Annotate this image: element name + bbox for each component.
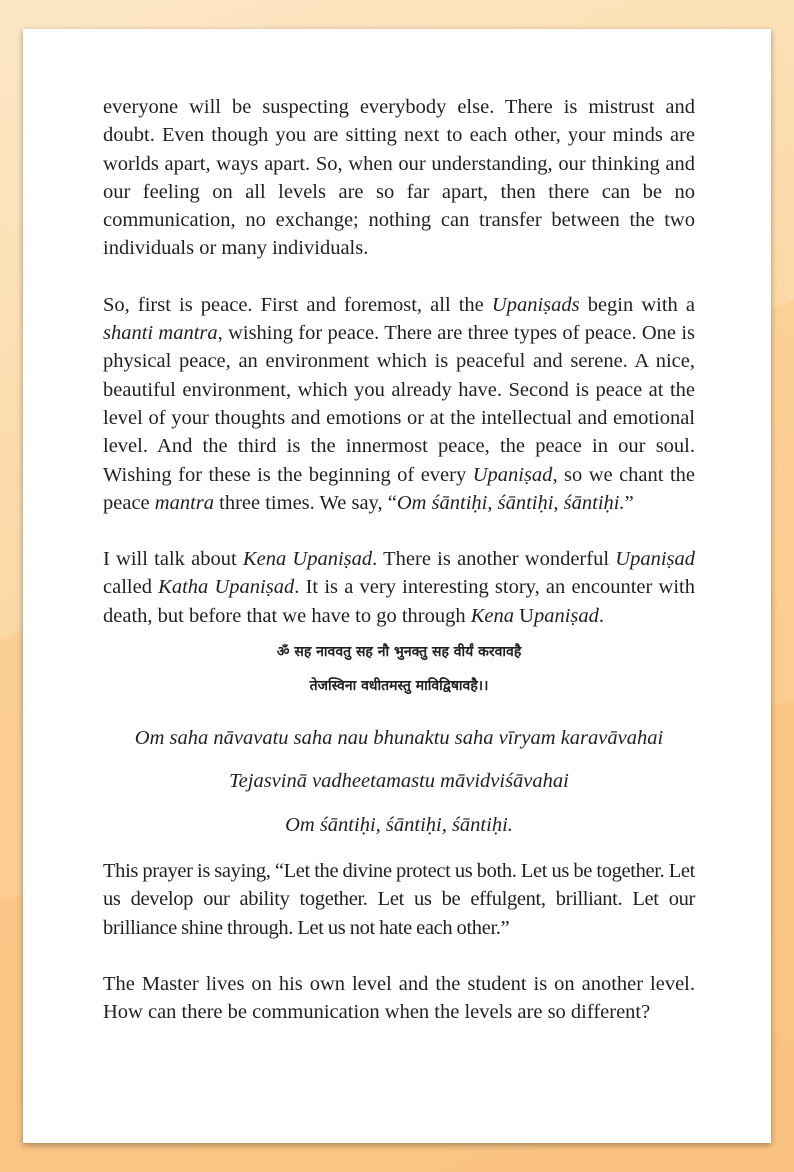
italic-term: Kena Upaniṣad xyxy=(242,548,373,571)
text-run: three times. We say, “ xyxy=(214,491,397,514)
paragraph-peace xyxy=(103,291,695,517)
sanskrit-line-1: ॐ सह नाववतु सह नौ भुनक्तु सह वीर्यं करवावहै xyxy=(276,644,522,661)
italic-term: shanti mantra xyxy=(103,322,218,345)
text-run: , wishing for peace. There are three types of peace. One is physical peace, an environment which is peaceful and serene. A nice, beautiful environment, which you already have. Second is peace at the level of your thoughts and emotions or at the intellectual and emotional level. And the third is the innermost peace, the peace in our soul. Wishing for these is the beginning of every xyxy=(103,322,695,486)
italic-term: Kena xyxy=(470,604,515,627)
paragraph-mistrust: everyone will be suspecting everybody else. There is mistrust and doubt. Even though you are sitting next to each other, your minds are worlds apart, ways apart. So, when our understanding, our thinking and our feeling on all levels are so far apart, then there can be no communication, no exchange; nothing can transfer between the two individuals or many individuals. xyxy=(103,96,695,260)
italic-term: Upaniṣad xyxy=(472,463,553,486)
text-run: begin with a xyxy=(579,293,696,316)
italic-term: Upaniṣad xyxy=(615,548,695,571)
text-run: , so we chant the peace xyxy=(103,463,695,514)
italic-term: mantra xyxy=(154,491,215,514)
text-run: called xyxy=(103,576,159,599)
italic-term: Upaniṣads xyxy=(491,293,580,316)
paragraph-prayer: This prayer is saying, “Let the divine protect us both. Let us be together. Let us develop our ability together. Let us be effulgent, brilliant. Let our brilliance shine through. Let us not hate each other.” xyxy=(103,859,695,939)
sanskrit-line-2: तेजस्विना वधीतमस्तु माविद्विषावहै।। xyxy=(309,678,489,695)
transliteration-line-3: Om śāntiḥi, śāntiḥi, śāntiḥi. xyxy=(285,813,513,836)
text-run: So, first is peace. First and foremost, all the xyxy=(103,293,492,316)
transliteration-line-1: Om saha nāvavatu saha nau bhunaktu saha vīryam karavāvahai xyxy=(134,727,664,750)
italic-term: Katha Upaniṣad xyxy=(158,576,295,599)
text-run: . xyxy=(598,604,605,627)
text-run: . It is a very interesting story, an encounter with death, but before that we have to go through xyxy=(103,576,695,627)
italic-term: Om śāntiḥi, śāntiḥi, śāntiḥi. xyxy=(396,491,625,514)
book-page xyxy=(23,29,771,1143)
text-run: U xyxy=(514,604,534,627)
paragraph-kena xyxy=(103,545,695,630)
page-content xyxy=(103,93,695,1026)
italic-term: paniṣad xyxy=(533,604,599,627)
transliteration-line-2: Tejasvinā vadheetamastu māvidviśāvahai xyxy=(229,770,569,793)
text-run: ” xyxy=(624,491,634,514)
paragraph-master: The Master lives on his own level and the student is on another level. How can there be communication when the levels are so different? xyxy=(103,972,695,1024)
text-run: I will talk about xyxy=(103,548,243,571)
text-run: . There is another wonderful xyxy=(372,548,616,571)
